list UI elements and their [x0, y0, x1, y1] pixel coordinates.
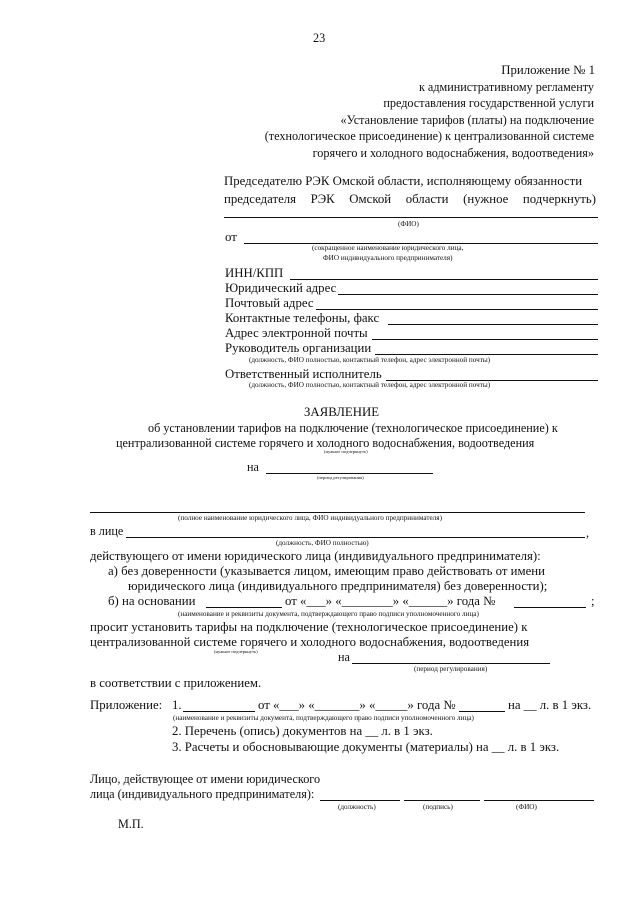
addressee-line: Председателю РЭК Омской области, исполняющему обязанности [224, 174, 583, 188]
signature-label: Лицо, действующее от имени юридического [90, 772, 321, 786]
from-caption: ФИО индивидуального предпринимателя) [323, 254, 453, 262]
attachments-label: Приложение: [90, 698, 163, 712]
email-input-line[interactable] [372, 339, 598, 340]
option-b-prefix: б) на основании [108, 594, 196, 608]
person-input-line[interactable] [126, 537, 585, 538]
addressee-word: председателя [224, 192, 297, 206]
from-label: от [225, 230, 237, 244]
attachment-number-line[interactable] [459, 711, 505, 712]
fio-caption: (ФИО) [398, 220, 419, 228]
attachment-pages: на __ л. в 1 экз. [508, 698, 592, 712]
postal-address-label: Почтовый адрес [225, 296, 314, 310]
signature-input-line[interactable] [404, 800, 480, 801]
attachment-doc-line[interactable] [183, 711, 255, 712]
attachment-item: 3. Расчеты и обосновывающие документы (материалы) на __ л. в 1 экз. [172, 740, 560, 754]
option-b-number-line[interactable] [514, 607, 586, 608]
underline-note: (нужное подчеркнуть) [324, 449, 368, 454]
executor-label: Ответственный исполнитель [225, 367, 382, 381]
attachment-date: от «___» «_______» «_____» года № [258, 698, 456, 712]
attachment-number: 1. [172, 698, 182, 712]
appendix-line: к административному регламенту [418, 80, 594, 94]
statement-subtitle: централизованной системе горячего и холодного водоснабжения, водоотведения [116, 436, 535, 450]
request-note: (нужное подчеркнуть) [214, 649, 258, 654]
executor-caption: (должность, ФИО полностью, контактный телефон, адрес электронной почты) [249, 381, 491, 389]
statement-title: ЗАЯВЛЕНИЕ [304, 405, 380, 419]
appendix-line: «Установление тарифов (платы) на подключение [340, 113, 594, 127]
addressee-word: РЭК [310, 192, 335, 206]
body-period-caption: (период регулирования) [414, 665, 488, 673]
option-b-date: от «___» «________» «______» года № [285, 594, 496, 608]
inn-label: ИНН/КПП [225, 266, 284, 280]
sign-caption: (подпись) [423, 803, 453, 811]
statement-subtitle: об установлении тарифов на подключение (технологическое присоединение) к [148, 421, 558, 435]
option-b-doc-line[interactable] [206, 607, 282, 608]
head-input-line[interactable] [375, 354, 598, 355]
addressee-word: подчеркнуть) [522, 192, 596, 206]
fio-input-line[interactable] [224, 217, 598, 218]
option-b-caption: (наименование и реквизиты документа, подтверждающего право подписи уполномоченного лица) [178, 610, 479, 618]
postal-address-input-line[interactable] [316, 309, 598, 310]
attachment-item: 2. Перечень (опись) документов на __ л. в 1 экз. [172, 724, 433, 738]
from-caption: (сокращенное наименование юридического лица, [312, 244, 464, 252]
legal-address-label: Юридический адрес [225, 281, 337, 295]
appendix-line: горячего и холодного водоснабжения, водоотведения» [312, 146, 594, 160]
head-caption: (должность, ФИО полностью, контактный телефон, адрес электронной почты) [249, 356, 491, 364]
body-period-input-line[interactable] [352, 663, 550, 664]
inn-input-line[interactable] [290, 279, 598, 280]
option-a: а) без доверенности (указывается лицом, имеющим право действовать от имени [108, 564, 545, 578]
head-label: Руководитель организации [225, 341, 372, 355]
according-line: в соответствии с приложением. [90, 676, 262, 690]
option-b-end: ; [591, 594, 595, 608]
addressee-word: (нужное [463, 192, 509, 206]
email-label: Адрес электронной почты [225, 326, 368, 340]
fio-sign-input-line[interactable] [484, 800, 594, 801]
phones-input-line[interactable] [388, 324, 598, 325]
person-comma: , [586, 526, 590, 540]
request-line: просит установить тарифы на подключение (технологическое присоединение) к [90, 620, 528, 634]
phones-label: Контактные телефоны, факс [225, 311, 380, 325]
option-a: юридического лица (индивидуального предпринимателя) без доверенности); [128, 579, 548, 593]
request-line: централизованной системе горячего и холодного водоснабжения, водоотведения [90, 635, 530, 649]
period-caption: (период регулирования) [317, 475, 364, 480]
person-caption: (должность, ФИО полностью) [276, 539, 369, 547]
period-prefix: на [247, 460, 259, 474]
stamp-label: М.П. [118, 817, 144, 831]
position-caption: (должность) [338, 803, 376, 811]
appendix-line: предоставления государственной услуги [383, 96, 594, 110]
fio-sign-caption: (ФИО) [516, 803, 537, 811]
addressee-word: области [405, 192, 449, 206]
signature-label: лица (индивидуального предпринимателя): [90, 787, 315, 801]
period-input-line[interactable] [266, 473, 433, 474]
full-name-caption: (полное наименование юридического лица, ФИО индивидуального предпринимателя) [178, 514, 442, 522]
person-label: в лице [90, 524, 124, 538]
addressee-line [224, 193, 596, 206]
attachment-caption: (наименование и реквизиты документа, подтверждающего право подписи уполномоченного лица) [173, 714, 474, 722]
addressee-word: Омской [349, 192, 392, 206]
appendix-title: Приложение № 1 [501, 63, 595, 77]
position-input-line[interactable] [320, 800, 400, 801]
acting-line: действующего от имени юридического лица (индивидуального предпринимателя): [90, 549, 541, 563]
body-period-prefix: на [338, 650, 350, 664]
appendix-line: (технологическое присоединение) к централизованной системе [264, 129, 594, 143]
page-number: 23 [313, 31, 326, 45]
full-name-input-line[interactable] [90, 512, 585, 513]
legal-address-input-line[interactable] [338, 294, 598, 295]
